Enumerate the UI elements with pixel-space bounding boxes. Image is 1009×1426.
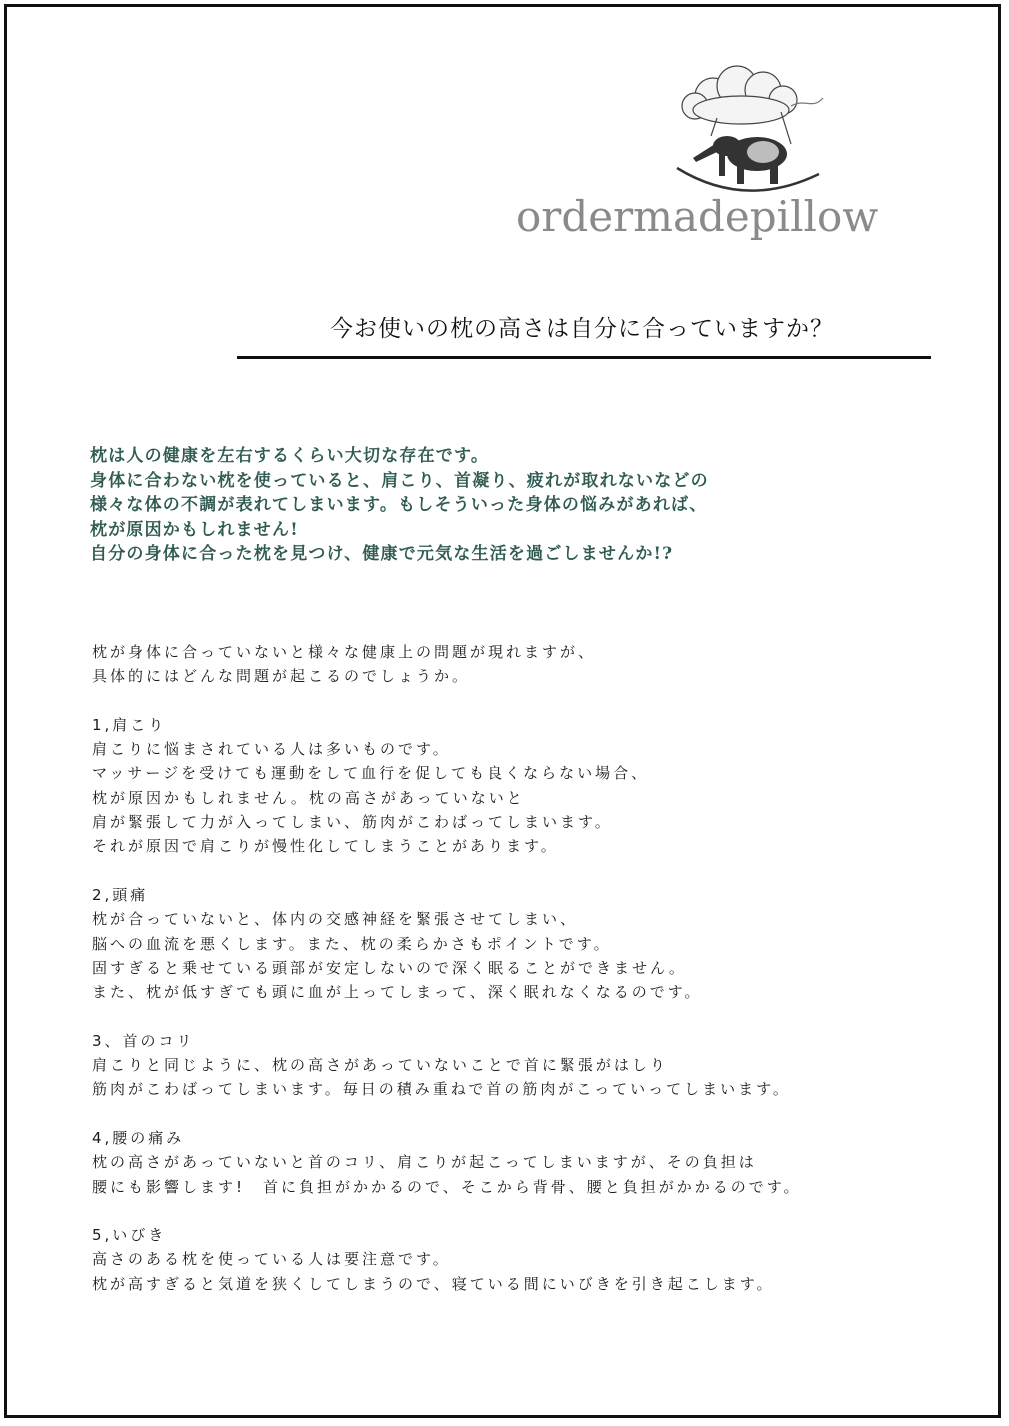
intro-paragraph (90, 444, 950, 567)
section-line: 肩こりに悩まされている人は多いものです。 (92, 740, 451, 759)
tapir-cloud-logo (655, 58, 835, 198)
intro-line: 自分の身体に合った枕を見つけ、健康で元気な生活を過ごしませんか!? (90, 544, 674, 565)
section-title-2: 2,頭痛 (92, 885, 149, 904)
brand-wordmark: ordermadepillow (516, 192, 879, 241)
section-line: 枕が合っていないと、体内の交感神経を緊張させてしまい、 (92, 910, 579, 929)
section-line: 枕の高さがあっていないと首のコリ、肩こりが起こってしまいますが、その負担は (92, 1153, 757, 1172)
section-title-4: 4,腰の痛み (92, 1128, 185, 1147)
section-line: 脳への血流を悪くします。また、枕の柔らかさもポイントです。 (92, 934, 612, 953)
page-title: 今お使いの枕の高さは自分に合っていますか？ (330, 316, 834, 342)
section-line: 肩こりと同じように、枕の高さがあっていないことで首に緊張がはしり (92, 1056, 668, 1075)
section-line: それが原因で肩こりが慢性化してしまうことがあります。 (92, 837, 559, 856)
section-line: 肩が緊張して力が入ってしまい、筋肉がこわばってしまいます。 (92, 813, 613, 832)
title-underline (237, 356, 931, 359)
section-line: 枕が原因かもしれません。枕の高さがあっていないと (92, 788, 525, 807)
intro-line: 枕は人の健康を左右するくらい大切な存在です。 (90, 446, 490, 466)
section-line: 筋肉がこわばってしまいます。毎日の積み重ねで首の筋肉がこっていってしまいます。 (92, 1080, 791, 1099)
section-line: 高さのある枕を使っている人は要注意です。 (92, 1250, 451, 1269)
section-title-3: 3、首のコリ (92, 1031, 195, 1050)
section-line: マッサージを受けても運動をして血行を促しても良くならない場合、 (92, 764, 650, 783)
section-title-1: 1,肩こり (92, 715, 167, 734)
section-line: 枕が高すぎると気道を狭くしてしまうので、寝ている間にいびきを引き起こします。 (92, 1274, 775, 1293)
section-line: また、枕が低すぎても頭に血が上ってしまって、深く眠れなくなるのです。 (92, 983, 703, 1002)
section-line: 固すぎると乗せている頭部が安定しないので深く眠ることができません。 (92, 958, 687, 977)
lead-line: 枕が身体に合っていないと様々な健康上の問題が現れますが、 (92, 643, 597, 661)
intro-line: 枕が原因かもしれません! (90, 519, 299, 540)
section-title-5: 5,いびき (92, 1226, 167, 1245)
lead-line: 具体的にはどんな問題が起こるのでしょうか。 (92, 667, 471, 686)
body-text (92, 640, 972, 1296)
section-line: 腰にも影響します! 首に負担がかかるので、そこから背骨、腰と負担がかかるのです。 (92, 1177, 802, 1196)
intro-line: 身体に合わない枕を使っていると、肩こり、首凝り、疲れが取れないなどの (90, 470, 709, 491)
intro-line: 様々な体の不調が表れてしまいます。もしそういった身体の悩みがあれば、 (90, 495, 708, 516)
